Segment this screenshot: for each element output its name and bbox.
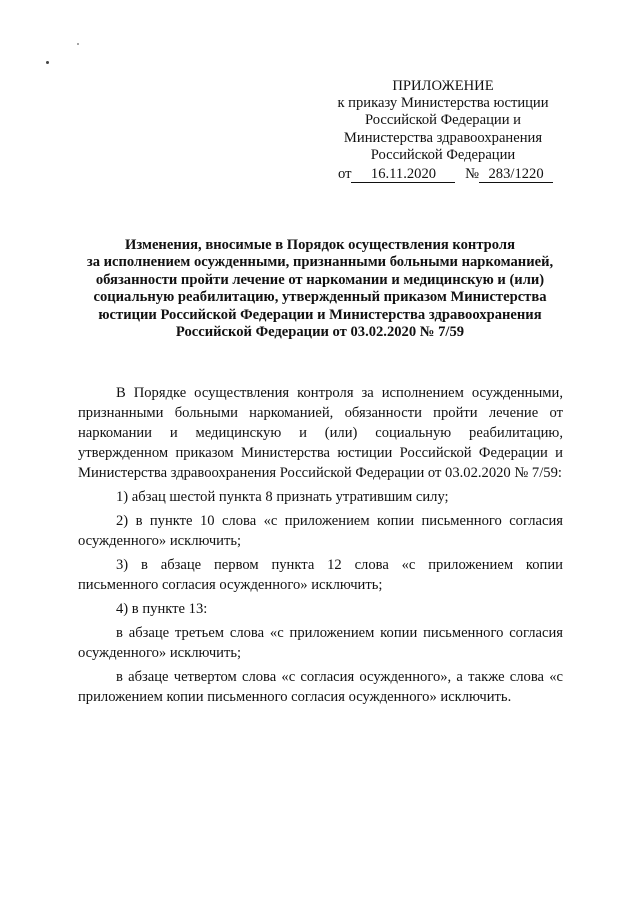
order-number: 283/1220	[479, 167, 553, 183]
appendix-line: к приказу Министерства юстиции	[337, 95, 549, 112]
scan-speck	[46, 61, 49, 64]
order-date: 16.11.2020	[351, 167, 455, 183]
intro-paragraph: В Порядке осуществления контроля за исполнением осужденными, признанными больными наркоманией, обязанности пройти лечение от наркомании и медицинскую и (или) социальную реабилитацию, утвержденном приказом Министерства юстиции Российской Федерации и Министерства здравоохранения Российской Федерации от 03.02.2020 № 7/59:	[78, 385, 563, 481]
order-date-line	[338, 166, 568, 183]
title-line: обязанности пройти лечение от наркомании и медицинскую и (или)	[95, 271, 545, 288]
item-4: 4) в пункте 13:	[116, 601, 208, 617]
item-4-paragraph-4: в абзаце четвертом слова «с согласия осужденного», а также слова «с приложением копии письменного согласия осужденного» исключить.	[78, 669, 563, 705]
title-line: за исполнением осужденными, признанными больными наркоманией,	[86, 254, 554, 271]
document-title	[64, 237, 576, 341]
date-prefix: от	[338, 166, 352, 182]
item-2: 2) в пункте 10 слова «с приложением копии письменного согласия осужденного» исключить;	[78, 513, 563, 549]
document-body	[78, 383, 563, 707]
appendix-line: Министерства здравоохранения	[343, 129, 543, 146]
item-3: 3) в абзаце первом пункта 12 слова «с приложением копии письменного согласия осужденного» исключить;	[78, 557, 563, 593]
item-1: 1) абзац шестой пункта 8 признать утратившим силу;	[116, 489, 449, 505]
item-4-paragraph-3: в абзаце третьем слова «с приложением копии письменного согласия осужденного» исключить;	[78, 625, 563, 661]
title-line: Изменения, вносимые в Порядок осуществления контроля	[125, 237, 515, 253]
scan-speck	[77, 43, 79, 45]
number-sign: №	[465, 166, 480, 182]
title-line: Российской Федерации от 03.02.2020 № 7/59	[175, 324, 465, 341]
appendix-line: Российской Федерации и	[365, 112, 521, 129]
appendix-header	[320, 78, 566, 164]
appendix-line: Российской Федерации	[370, 146, 516, 163]
appendix-heading: ПРИЛОЖЕНИЕ	[392, 78, 494, 94]
title-line: социальную реабилитацию, утвержденный приказом Министерства	[93, 289, 547, 306]
title-line: юстиции Российской Федерации и Министерства здравоохранения	[98, 306, 542, 323]
